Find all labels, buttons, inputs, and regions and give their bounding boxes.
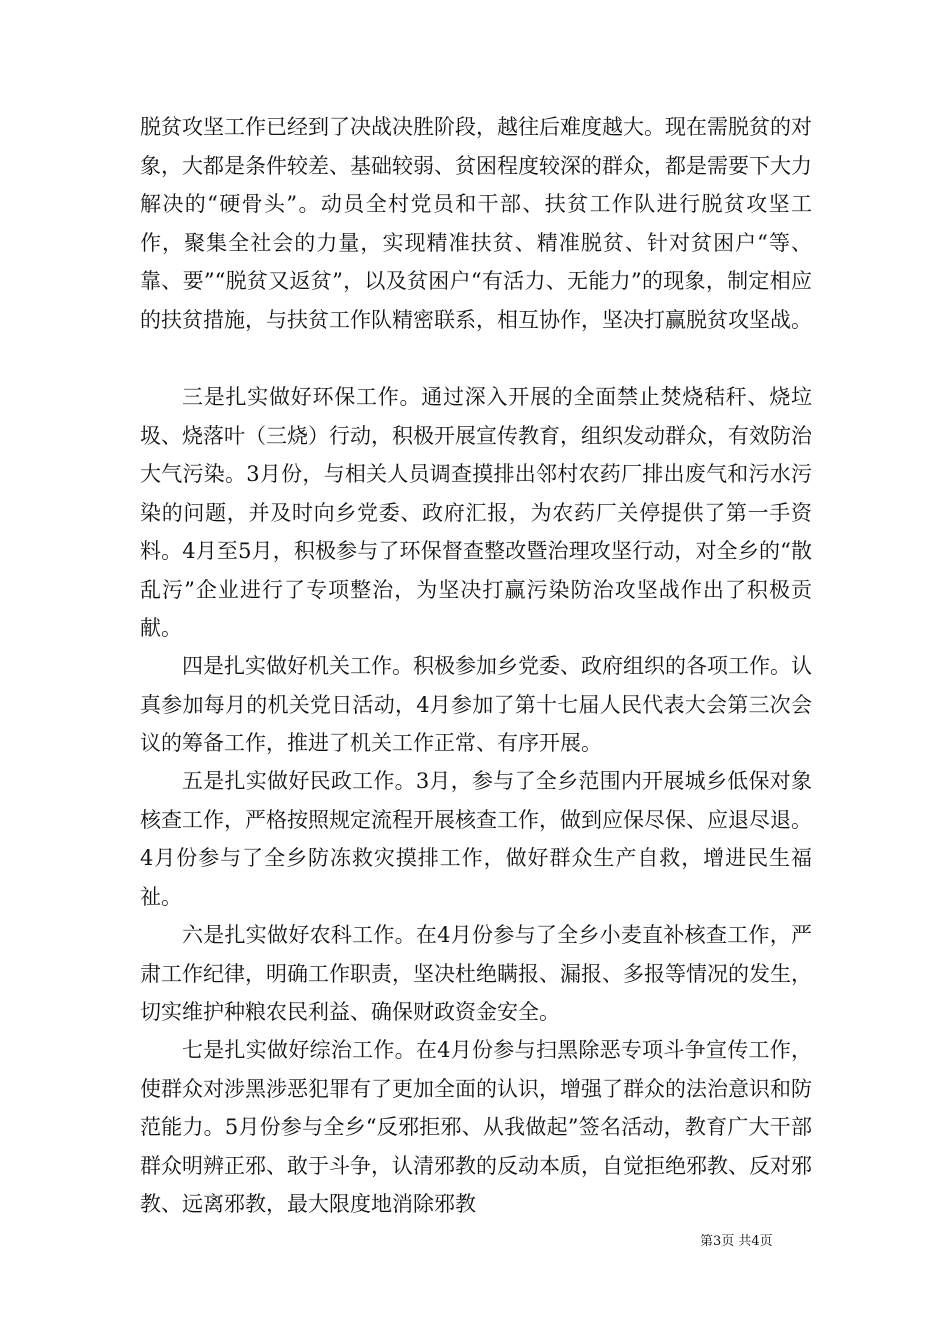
paragraph-agency-work: 四是扎实做好机关工作。积极参加乡党委、政府组织的各项工作。认真参加每月的机关党日活动，4月参加了第十七届人民代表大会第三次会议的筹备工作，推进了机关工作正常、有序开展。 <box>140 654 812 755</box>
paragraph-agriculture-work: 六是扎实做好农科工作。在4月份参与了全乡小麦直补核查工作，严肃工作纪律，明确工作职责，坚决杜绝瞒报、漏报、多报等情况的发生，切实维护种粮农民利益、确保财政资金安全。 <box>140 923 812 1024</box>
paragraph-environmental-work: 三是扎实做好环保工作。通过深入开展的全面禁止焚烧秸秆、烧垃圾、烧落叶（三烧）行动，积极开展宣传教育，组织发动群众，有效防治大气污染。3月份，与相关人员调查摸排出邻村农药厂排出废气和污水污染的问题，并及时向乡党委、政府汇报，为农药厂关停提供了第一手资料。4月至5月，积极参与了环保督查整改暨治理攻坚行动，对全乡的“散乱污”企业进行了专项整治，为坚决打赢污染防治攻坚战作出了积极贡献。 <box>140 385 812 640</box>
paragraph-comprehensive-governance-work: 七是扎实做好综治工作。在4月份参与扫黑除恶专项斗争宣传工作，使群众对涉黑涉恶犯罪有了更加全面的认识，增强了群众的法治意识和防范能力。5月份参与全乡“反邪拒邪、从我做起”签名活动，教育广大干部群众明辨正邪、敢于斗争，认清邪教的反动本质，自觉拒绝邪教、反对邪教、远离邪教，最大限度地消除邪教 <box>140 1038 812 1216</box>
page-number-footer: 第3页 共4页 <box>700 1234 773 1249</box>
paragraph-poverty-alleviation: 脱贫攻坚工作已经到了决战决胜阶段，越往后难度越大。现在需脱贫的对象，大都是条件较差、基础较弱、贫困程度较深的群众，都是需要下大力解决的“硬骨头”。动员全村党员和干部、扶贫工作队进行脱贫攻坚工作，聚集全社会的力量，实现精准扶贫、精准脱贫、针对贫困户“等、靠、要”“脱贫又返贫”，以及贫困户“有活力、无能力”的现象，制定相应的扶贫措施，与扶贫工作队精密联系，相互协作，坚决打赢脱贫攻坚战。 <box>140 115 812 332</box>
paragraph-civil-affairs-work: 五是扎实做好民政工作。3月，参与了全乡范围内开展城乡低保对象核查工作，严格按照规定流程开展核查工作，做到应保尽保、应退尽退。4月份参与了全乡防冻救灾摸排工作，做好群众生产自救，增进民生福祉。 <box>140 769 812 909</box>
